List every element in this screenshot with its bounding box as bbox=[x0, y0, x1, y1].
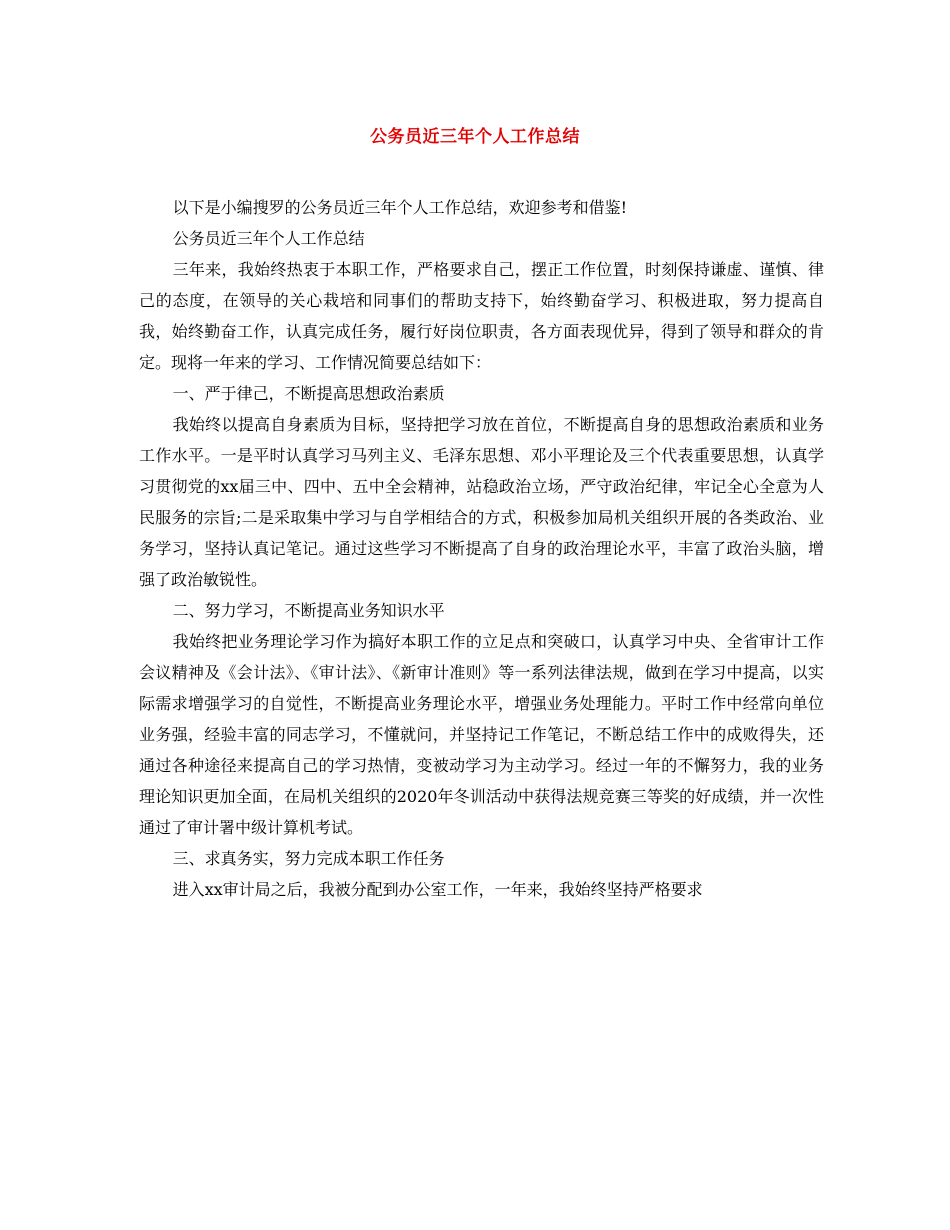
document-body bbox=[139, 192, 824, 905]
section-paragraph-3: 进入xx审计局之后，我被分配到办公室工作，一年来，我始终坚持严格要求 bbox=[172, 880, 703, 899]
section-heading-2: 二、努力学习，不断提高业务知识水平 bbox=[172, 601, 445, 620]
section-paragraph-1: 我始终以提高自身素质为目标，坚持把学习放在首位，不断提高自身的思想政治素质和业务工作水平。一是平时认真学习马列主义、毛泽东思想、邓小平理论及三个代表重要思想，认真学习贯彻党的xx届三中、四中、五中全会精神，站稳政治立场，严守政治纪律，牢记全心全意为人民服务的宗旨;二是采取集中学习与自学相结合的方式，积极参加局机关组织开展的各类政治、业务学习，坚持认真记笔记。通过这些学习不断提高了自身的政治理论水平，丰富了政治头脑，增强了政治敏锐性。 bbox=[139, 415, 824, 589]
section-paragraph-2: 我始终把业务理论学习作为搞好本职工作的立足点和突破口，认真学习中央、全省审计工作会议精神及《会计法》、《审计法》、《新审计准则》等一系列法律法规，做到在学习中提高，以实际需求增强学习的自觉性，不断提高业务理论水平，增强业务处理能力。平时工作中经常向单位业务强，经验丰富的同志学习，不懂就问，并坚持记工作笔记，不断总结工作中的成败得失，还通过各种途径来提高自己的学习热情，变被动学习为主动学习。经过一年的不懈努力，我的业务理论知识更加全面，在局机关组织的2020年冬训活动中获得法规竞赛三等奖的好成绩，并一次性通过了审计署中级计算机考试。 bbox=[139, 632, 824, 837]
intro-paragraph: 以下是小编搜罗的公务员近三年个人工作总结，欢迎参考和借鉴! bbox=[172, 198, 628, 217]
summary-paragraph: 三年来，我始终热衷于本职工作，严格要求自己，摆正工作位置，时刻保持谦虚、谨慎、律己的态度，在领导的关心栽培和同事们的帮助支持下，始终勤奋学习、积极进取，努力提高自我，始终勤奋工作，认真完成任务，履行好岗位职责，各方面表现优异，得到了领导和群众的肯定。现将一年来的学习、工作情况简要总结如下： bbox=[139, 260, 824, 372]
document-title: 公务员近三年个人工作总结 bbox=[370, 127, 580, 147]
section-heading-3: 三、求真务实，努力完成本职工作任务 bbox=[172, 849, 445, 868]
subtitle-paragraph: 公务员近三年个人工作总结 bbox=[172, 229, 365, 248]
section-heading-1: 一、严于律己，不断提高思想政治素质 bbox=[172, 384, 445, 403]
